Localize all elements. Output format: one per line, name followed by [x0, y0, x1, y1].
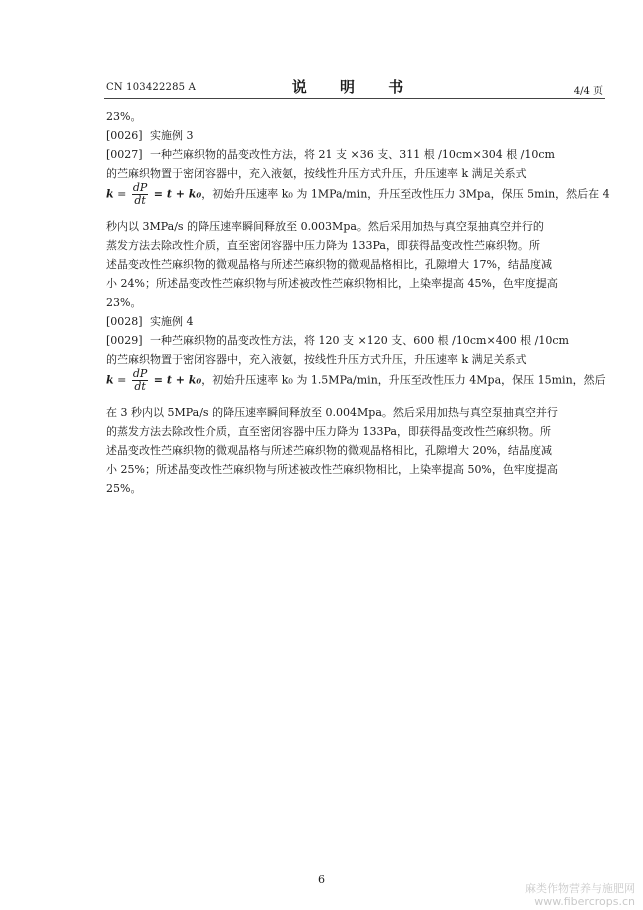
text-line: 的苎麻织物置于密闭容器中，充入液氨，按线性升压方式升压，升压速率 k 满足关系式 [106, 167, 527, 180]
formula-rhs: = t + k₀ [153, 187, 202, 201]
formula-equals: = [117, 373, 127, 387]
paragraph-tag: [0027] [106, 148, 143, 161]
text-line: 秒内以 3MPa/s 的降压速率瞬间释放至 0.003Mpa。然后采用加热与真空泵抽真空并行的 [106, 220, 544, 233]
formula-rhs: = t + k₀ [153, 373, 202, 387]
text-line: 述晶变改性苎麻织物的微观晶格与所述苎麻织物的微观晶格相比，孔隙增大 17%，结晶度减 [106, 258, 552, 271]
site-watermark [525, 882, 635, 908]
text-line: 小 25%；所述晶变改性苎麻织物与所述被改性苎麻织物相比，上染率提高 50%，色牢度提高 [106, 463, 558, 476]
section-heading: 实施例 3 [150, 129, 194, 142]
page-count: 4/4 页 [573, 86, 603, 97]
text-line: 在 3 秒内以 5MPa/s 的降压速率瞬间释放至 0.004Mpa。然后采用加热与真空泵抽真空并行 [106, 406, 558, 419]
formula-fraction [132, 182, 148, 207]
text-line: ，初始升压速率 k₀ 为 1MPa/min，升压至改性压力 3Mpa，保压 5min，然后在 4 [201, 187, 610, 201]
paragraph-tag: [0029] [106, 334, 143, 347]
formula-numerator: dP [132, 367, 148, 380]
formula-line [106, 368, 606, 393]
document-title: 说 明 书 [291, 78, 418, 96]
text-line: 的苎麻织物置于密闭容器中，充入液氨，按线性升压方式升压，升压速率 k 满足关系式 [106, 353, 527, 366]
watermark-title: 麻类作物营养与施肥网 [525, 882, 635, 895]
text-line: 23%。 [106, 296, 142, 309]
formula-fraction [132, 368, 148, 393]
paragraph-0027 [106, 146, 555, 162]
formula-numerator: dP [132, 181, 148, 194]
text-line: 一种苎麻织物的晶变改性方法，将 120 支 ×120 支、600 根 /10cm×400 根 /10cm [150, 334, 569, 347]
paragraph-0026 [106, 127, 194, 143]
formula-denominator: dt [134, 380, 146, 393]
text-line: 25%。 [106, 482, 142, 495]
text-line: 的蒸发方法去除改性介质，直至密闭容器中压力降为 133Pa，即获得晶变改性苎麻织物。所 [106, 425, 551, 438]
watermark-url: www.fibercrops.cn [534, 895, 635, 908]
text-line: 一种苎麻织物的晶变改性方法，将 21 支 ×36 支、311 根 /10cm×304 根 /10cm [150, 148, 555, 161]
text-line: ，初始升压速率 k₀ 为 1.5MPa/min，升压至改性压力 4Mpa，保压 15min，然后 [201, 373, 606, 387]
section-heading: 实施例 4 [150, 315, 194, 328]
text-line: 蒸发方法去除改性介质，直至密闭容器中压力降为 133Pa，即获得晶变改性苎麻织物。所 [106, 239, 540, 252]
formula-line [106, 182, 610, 207]
formula-equals: = [117, 187, 127, 201]
text-line: 述晶变改性苎麻织物的微观晶格与所述苎麻织物的微观晶格相比，孔隙增大 20%，结晶度减 [106, 444, 552, 457]
formula-lhs: k [106, 373, 114, 387]
text-line: 小 24%；所述晶变改性苎麻织物与所述被改性苎麻织物相比，上染率提高 45%，色牢度提高 [106, 277, 558, 290]
text-line: 23%。 [106, 110, 142, 123]
paragraph-0028 [106, 313, 194, 329]
paragraph-tag: [0028] [106, 315, 143, 328]
page-number: 6 [318, 873, 325, 886]
paragraph-tag: [0026] [106, 129, 143, 142]
paragraph-0029 [106, 332, 569, 348]
publication-number: CN 103422285 A [106, 82, 197, 93]
page-header [104, 76, 605, 99]
formula-lhs: k [106, 187, 114, 201]
formula-denominator: dt [134, 194, 146, 207]
